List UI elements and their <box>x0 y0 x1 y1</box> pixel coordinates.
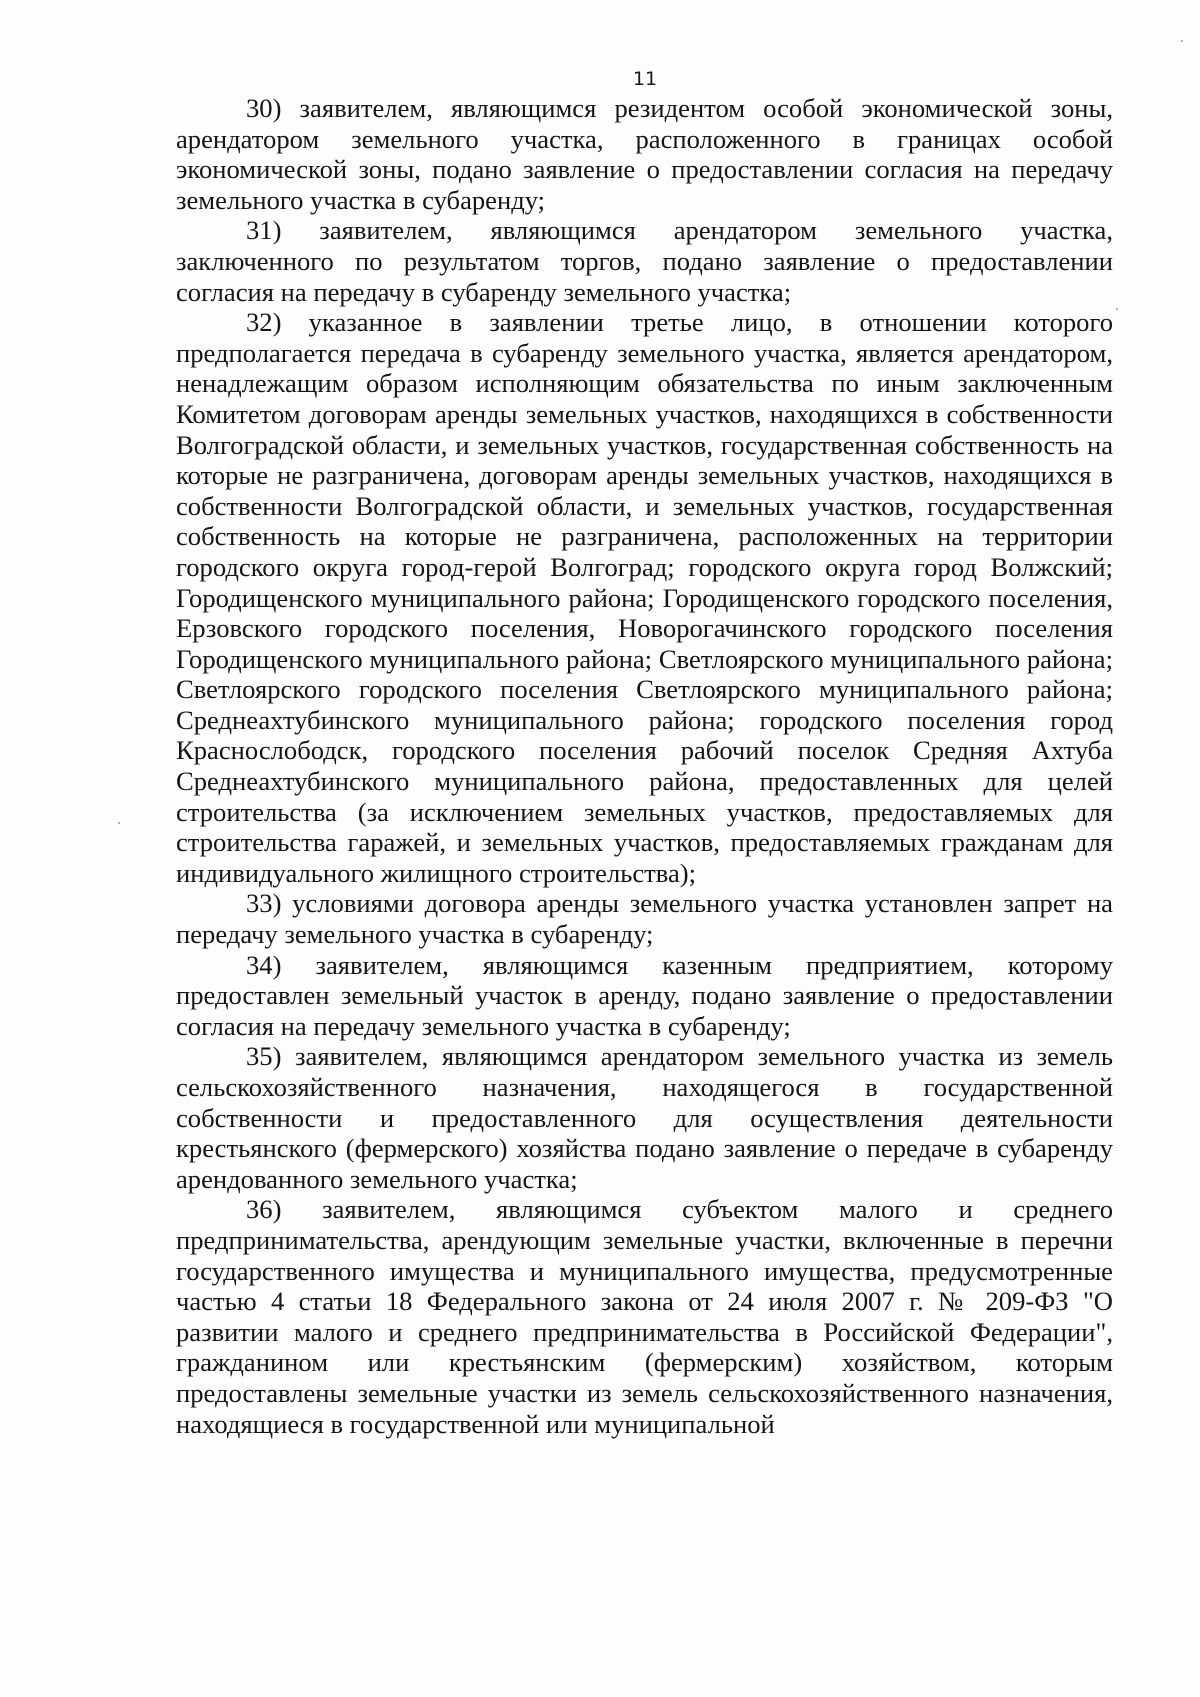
paragraph-36: 36) заявителем, являющимся субъектом малого и среднего предпринимательства, арендующим земельные участки, включенные в перечни государственного имущества и муниципального имущества, предусмотренные частью 4 статьи 18 Федерального закона от 24 июля 2007 г. № 209-ФЗ "О развитии малого и среднего предпринимательства в Российской Федерации", гражданином или крестьянским (фермерским) хозяйством, которым предоставлены земельные участки из земель сельскохозяйственного назначения, находящиеся в государственной или муниципальной <box>176 1194 1113 1439</box>
paragraph-33: 33) условиями договора аренды земельного участка установлен запрет на передачу земельного участка в субаренду; <box>176 888 1113 950</box>
scan-speck <box>118 822 120 824</box>
paragraph-32: 32) указанное в заявлении третье лицо, в отношении которого предполагается передача в субаренду земельного участка, является арендатором, ненадлежащим образом исполняющим обязательства по иным заключенным Комитетом договорам аренды земельных участков, находящихся в собственности Волгоградской области, и земельных участков, государственная собственность на которые не разграничена, договорам аренды земельных участков, находящихся в собственности Волгоградской области, и земельных участков, государственная собственность на которые не разграничена, расположенных на территории городского округа город-герой Волгоград; городского округа город Волжский; Городищенского муниципального района; Городищенского городского поселения, Ерзовского городского поселения, Новорогачинского городского поселения Городищенского муниципального района; Светлоярского муниципального района; Светлоярского городского поселения Светлоярского муниципального района; Среднеахтубинского муниципального района; городского поселения город Краснослободск, городского поселения рабочий поселок Средняя Ахтуба Среднеахтубинского муниципального района, предоставленных для целей строительства (за исключением земельных участков, предоставляемых для строительства гаражей, и земельных участков, предоставляемых гражданам для индивидуального жилищного строительства); <box>176 307 1113 888</box>
paragraph-30: 30) заявителем, являющимся резидентом особой экономической зоны, арендатором земельного участка, расположенного в границах особой экономической зоны, подано заявление о предоставлении согласия на передачу земельного участка в субаренду; <box>176 93 1113 215</box>
paragraph-34: 34) заявителем, являющимся казенным предприятием, которому предоставлен земельный участок в аренду, подано заявление о предоставлении согласия на передачу земельного участка в субаренду; <box>176 949 1113 1041</box>
scan-speck <box>1116 308 1118 310</box>
paragraph-35: 35) заявителем, являющимся арендатором земельного участка из земель сельскохозяйственного назначения, находящегося в государственной собственности и предоставленного для осуществления деятельности крестьянского (фермерского) хозяйства подано заявление о передаче в субаренду арендованного земельного участка; <box>176 1041 1113 1194</box>
scan-speck <box>1181 40 1183 42</box>
page-number: 11 <box>632 68 658 90</box>
paragraph-31: 31) заявителем, являющимся арендатором земельного участка, заключенного по результатом торгов, подано заявление о предоставлении согласия на передачу в субаренду земельного участка; <box>176 215 1113 307</box>
document-body <box>176 93 1113 1439</box>
